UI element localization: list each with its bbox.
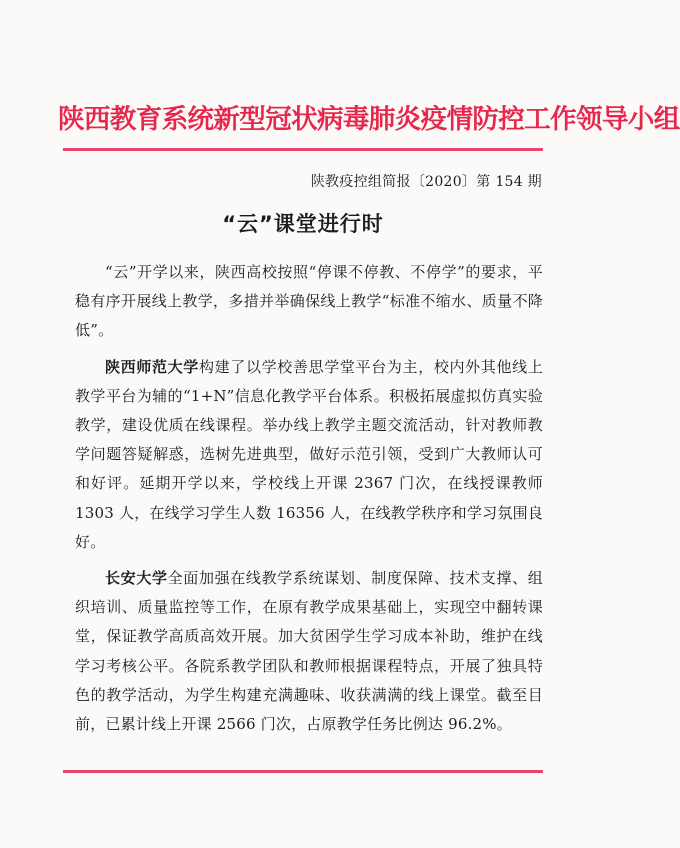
- paragraph-changan: [75, 564, 543, 739]
- document-title: “云”课堂进行时: [222, 212, 384, 236]
- paragraph-text: 全面加强在线教学系统谋划、制度保障、技术支撑、组织培训、质量监控等工作，在原有教学成果基础上，实现空中翻转课堂，保证教学高质高效开展。加大贫困学生学习成本补助，维护在线学习考核公平。各院系教学团队和教师根据课程特点，开展了独具特色的教学活动，为学生构建充满趣味、收获满满的线上课堂。截至目前，已累计线上开课 2566 门次，占原教学任务比例达 96.2%。: [75, 569, 543, 734]
- issue-number: 陕教疫控组简报〔2020〕第 154 期: [310, 174, 542, 190]
- bulletin-header-title: 陕西教育系统新型冠状病毒肺炎疫情防控工作领导小组: [58, 104, 680, 135]
- paragraph-shaanxi-normal: [75, 353, 543, 557]
- header-divider: [63, 148, 543, 151]
- footer-divider: [63, 770, 543, 773]
- document-body: [75, 258, 543, 746]
- paragraph-text: “云”开学以来，陕西高校按照“停课不停教、不停学”的要求，平稳有序开展线上教学，多措并举确保线上教学“标准不缩水、质量不降低”。: [75, 263, 543, 340]
- paragraph-text: 构建了以学校善思学堂平台为主，校内外其他线上教学平台为辅的“1+N”信息化教学平台体系。积极拓展虚拟仿真实验教学，建设优质在线课程。举办线上教学主题交流活动，针对教师教学问题答疑解惑，选树先进典型，做好示范引领，受到广大教师认可和好评。延期开学以来，学校线上开课 2367 门次，在线授课教师 1303 人，在线学习学生人数 16356 人，在线教学秩序和学习氛围良好。: [75, 357, 544, 551]
- institution-name: 长安大学: [105, 569, 168, 588]
- institution-name: 陕西师范大学: [105, 357, 199, 376]
- paragraph-intro: [75, 258, 543, 346]
